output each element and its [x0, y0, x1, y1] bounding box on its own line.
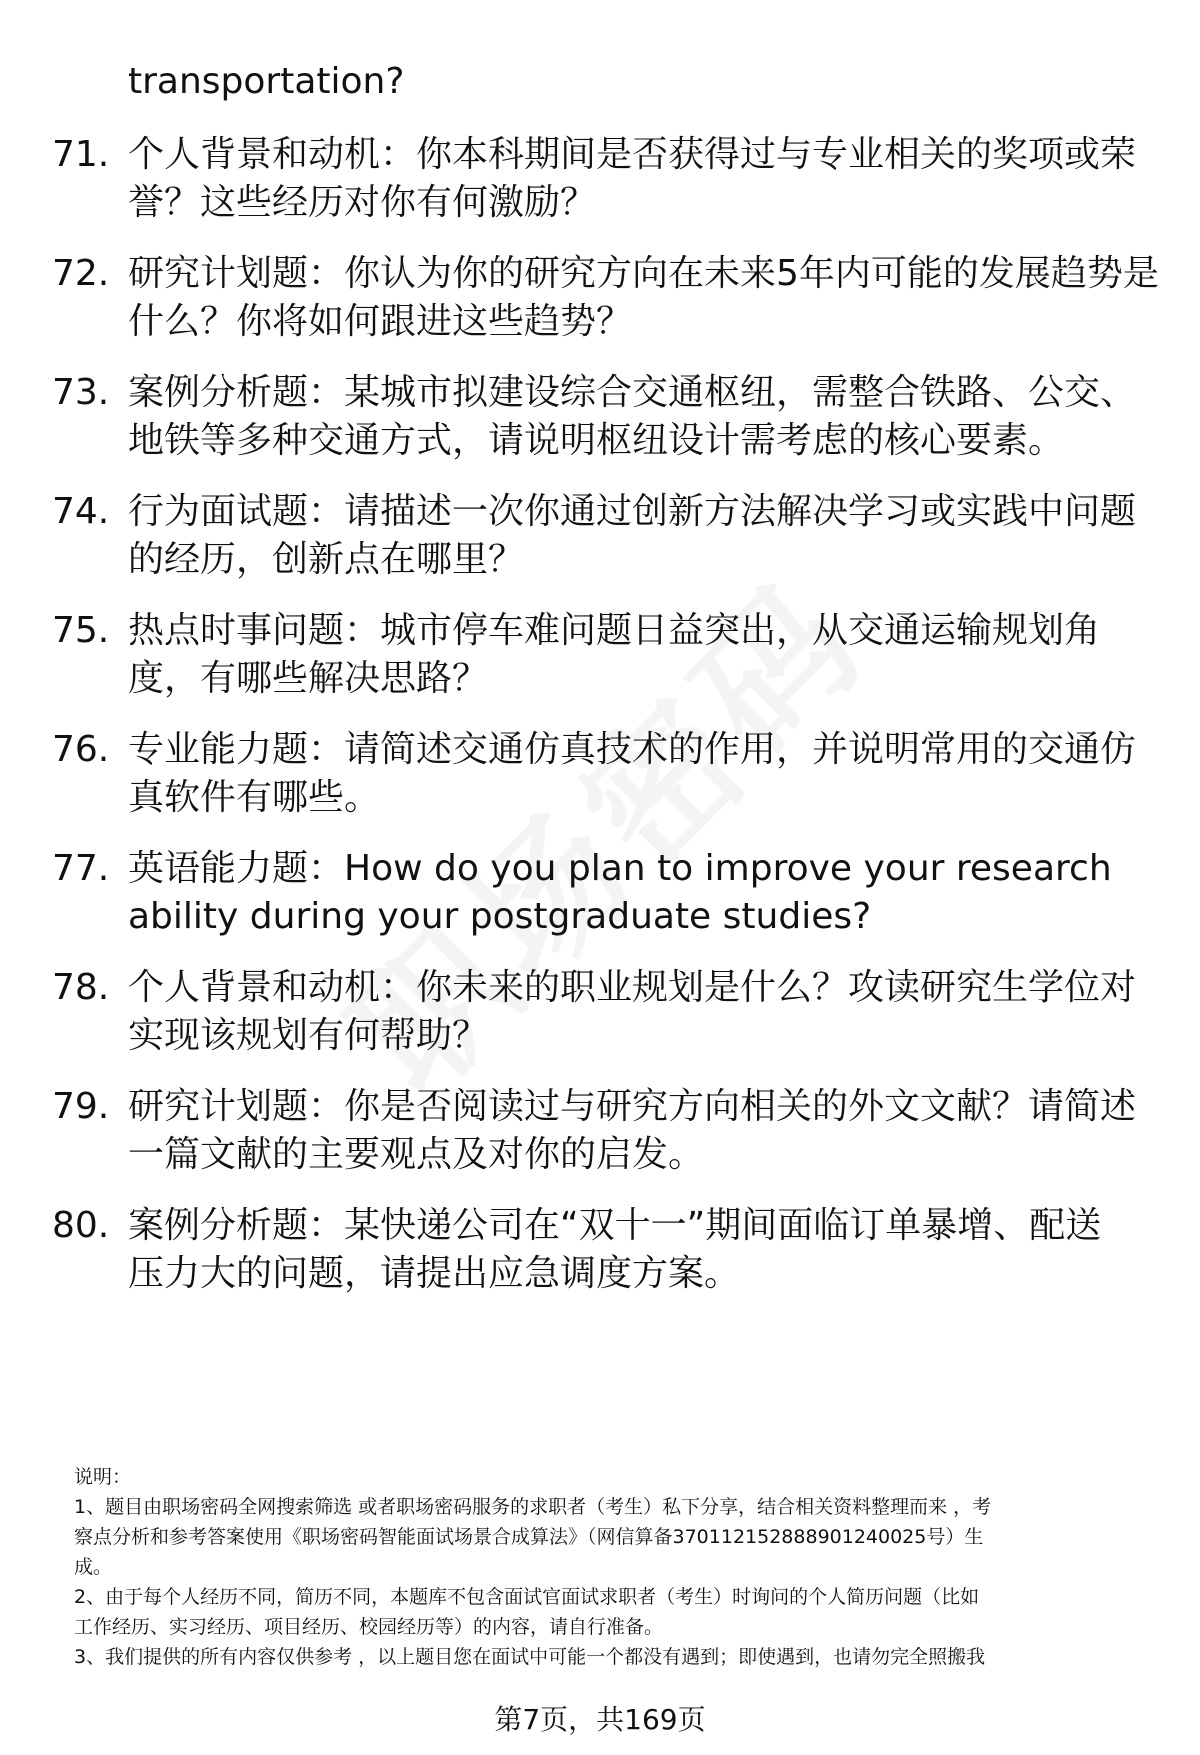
- question-number: 71.: [52, 134, 110, 175]
- question-number: 73.: [52, 372, 110, 413]
- question-number: 72.: [52, 253, 110, 294]
- question-text-line: 热点时事问题：城市停车难问题日益突出，从交通运输规划角: [128, 610, 1101, 651]
- notes-line: 成。: [74, 1556, 113, 1578]
- notes-heading: 说明：: [74, 1466, 132, 1488]
- question-text-line: 研究计划题：你是否阅读过与研究方向相关的外文文献？请简述: [128, 1086, 1137, 1127]
- question-number: 80.: [52, 1205, 110, 1246]
- question-text-line: 誉？这些经历对你有何激励？: [128, 182, 597, 223]
- notes-line: 工作经历、实习经历、项目经历、校园经历等）的内容，请自行准备。: [74, 1616, 664, 1638]
- question-text-line: 专业能力题：请简述交通仿真技术的作用，并说明常用的交通仿: [128, 729, 1137, 770]
- question-text-line: 研究计划题：你认为你的研究方向在未来5年内可能的发展趋势是: [128, 253, 1159, 294]
- question-number: 75.: [52, 610, 110, 651]
- question-text-line: 个人背景和动机：你本科期间是否获得过与专业相关的奖项或荣: [128, 134, 1137, 175]
- page-number-footer: 第7页，共169页: [494, 1703, 706, 1736]
- question-text-line: 实现该规划有何帮助？: [128, 1015, 489, 1056]
- question-text-line: 英语能力题：How do you plan to improve your research: [128, 848, 1112, 889]
- question-number: 74.: [52, 491, 110, 532]
- notes-line: 1、题目由职场密码全网搜索筛选 或者职场密码服务的求职者（考生）私下分享，结合相关资料整理而来 ，考: [74, 1496, 992, 1518]
- notes-line: 3、我们提供的所有内容仅供参考 ，以上题目您在面试中可能一个都没有遇到；即使遇到，也请勿完全照搬我: [74, 1646, 986, 1668]
- question-text-line: 案例分析题：某快递公司在“双十一”期间面临订单暴增、配送: [128, 1205, 1102, 1246]
- question-text-line: 的经历，创新点在哪里？: [128, 539, 525, 580]
- question-text-line: 压力大的问题，请提出应急调度方案。: [128, 1253, 741, 1294]
- question-text-line: 度，有哪些解决思路？: [128, 658, 489, 699]
- question-text-line: 地铁等多种交通方式，请说明枢纽设计需考虑的核心要素。: [128, 420, 1065, 461]
- question-text-line: 行为面试题：请描述一次你通过创新方法解决学习或实践中问题: [128, 491, 1137, 532]
- question-number: 78.: [52, 967, 110, 1008]
- question-text-line: 什么？你将如何跟进这些趋势？: [128, 301, 633, 342]
- question-number: 76.: [52, 729, 110, 770]
- notes-section: [74, 1462, 1154, 1672]
- question-text-line: ability during your postgraduate studies?: [128, 896, 872, 937]
- question-text-line: 个人背景和动机：你未来的职业规划是什么？攻读研究生学位对: [128, 967, 1137, 1008]
- question-text-line: 案例分析题：某城市拟建设综合交通枢纽，需整合铁路、公交、: [128, 372, 1137, 413]
- question-continuation: transportation?: [128, 61, 405, 102]
- question-number: 79.: [52, 1086, 110, 1127]
- notes-line: 2、由于每个人经历不同，简历不同，本题库不包含面试官面试求职者（考生）时询问的个人简历问题（比如: [74, 1586, 980, 1608]
- question-text-line: 一篇文献的主要观点及对你的启发。: [128, 1134, 705, 1175]
- question-text-line: 真软件有哪些。: [128, 777, 381, 818]
- question-number: 77.: [52, 848, 110, 889]
- notes-line: 察点分析和参考答案使用《职场密码智能面试场景合成算法》（网信算备370112152888901240025号）生: [74, 1526, 984, 1548]
